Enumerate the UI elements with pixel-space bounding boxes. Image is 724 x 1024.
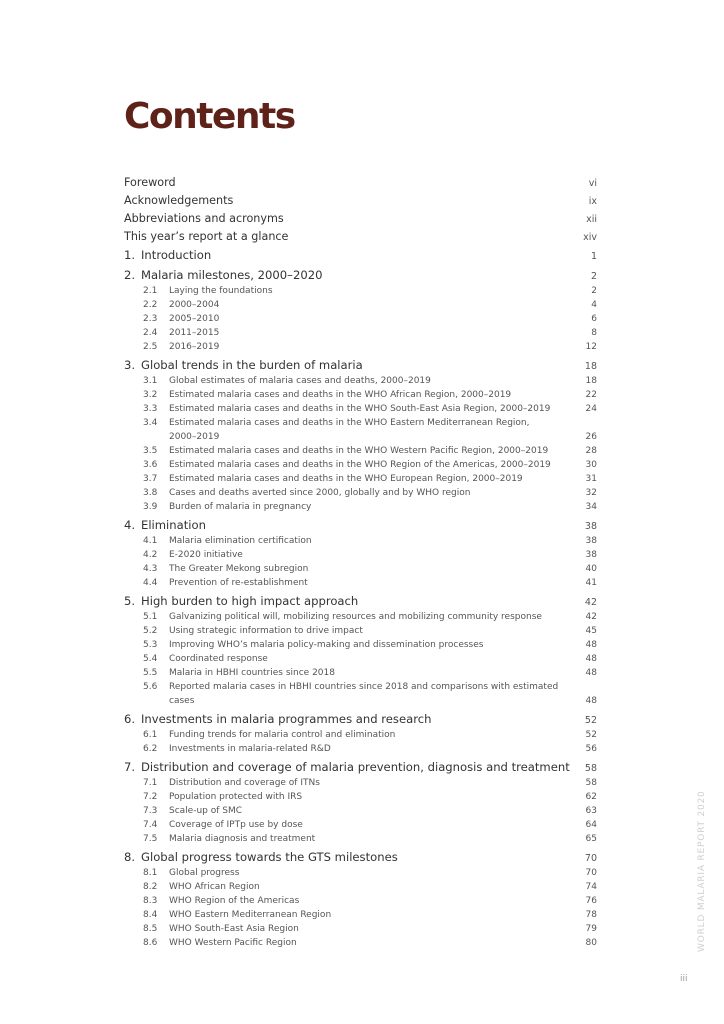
section-title: WHO Region of the Americas bbox=[169, 896, 300, 906]
toc-page-number: xii bbox=[586, 214, 597, 225]
toc-section[interactable] bbox=[124, 548, 597, 562]
toc-page-number: 26 bbox=[585, 432, 597, 442]
toc-entry-label bbox=[143, 936, 297, 950]
section-title: WHO Eastern Mediterranean Region bbox=[169, 910, 332, 920]
toc-entry-label bbox=[124, 246, 211, 264]
toc-page-number: 4 bbox=[591, 300, 597, 310]
section-title: Galvanizing political will, mobilizing resources and mobilizing community response bbox=[169, 612, 542, 622]
chapter-title: Distribution and coverage of malaria prevention, diagnosis and treatment bbox=[141, 760, 570, 774]
toc-page-number: 38 bbox=[585, 550, 597, 560]
section-title: Estimated malaria cases and deaths in the WHO Region of the Americas, 2000–2019 bbox=[169, 460, 551, 470]
toc-page-number: 42 bbox=[585, 612, 597, 622]
section-number: 3.1 bbox=[143, 376, 158, 386]
section-number: 7.3 bbox=[143, 806, 158, 816]
toc-entry-label bbox=[143, 776, 320, 790]
table-of-contents bbox=[124, 174, 597, 950]
section-number: 5.2 bbox=[143, 626, 158, 636]
toc-entry-label bbox=[143, 562, 308, 576]
toc-section[interactable] bbox=[124, 818, 597, 832]
toc-page-number: 80 bbox=[585, 938, 597, 948]
toc-entry-label bbox=[143, 790, 302, 804]
toc-page-number: 18 bbox=[584, 361, 597, 372]
toc-entry-label bbox=[143, 866, 239, 880]
toc-section[interactable] bbox=[124, 652, 597, 666]
toc-section[interactable] bbox=[124, 388, 597, 402]
toc-page-number: 28 bbox=[585, 446, 597, 456]
section-number: 2.4 bbox=[143, 328, 158, 338]
toc-entry-label bbox=[143, 326, 219, 340]
toc-entry-label bbox=[143, 576, 308, 590]
toc-entry-label bbox=[143, 416, 559, 444]
toc-section[interactable] bbox=[124, 444, 597, 458]
page-title: Contents bbox=[124, 96, 295, 137]
toc-entry-label bbox=[124, 758, 570, 776]
section-number: 2.2 bbox=[143, 300, 158, 310]
section-number: 3.8 bbox=[143, 488, 158, 498]
section-title: Cases and deaths averted since 2000, globally and by WHO region bbox=[169, 488, 471, 498]
section-number: 4.1 bbox=[143, 536, 158, 546]
toc-page-number: ix bbox=[588, 196, 597, 207]
section-title: 2011–2015 bbox=[169, 328, 220, 338]
toc-entry-label bbox=[143, 652, 268, 666]
toc-entry-title: Acknowledgements bbox=[124, 194, 234, 207]
toc-page-number: 38 bbox=[585, 536, 597, 546]
section-title: Funding trends for malaria control and elimination bbox=[169, 730, 396, 740]
toc-page-number: 30 bbox=[585, 460, 597, 470]
toc-entry-label bbox=[143, 610, 542, 624]
toc-entry-label bbox=[143, 638, 483, 652]
section-title: Malaria diagnosis and treatment bbox=[169, 834, 316, 844]
toc-entry-label bbox=[124, 592, 358, 610]
toc-page-number: 40 bbox=[585, 564, 597, 574]
toc-page-number: 31 bbox=[585, 474, 597, 484]
toc-entry-label bbox=[143, 534, 312, 548]
toc-entry-label bbox=[124, 266, 322, 284]
toc-entry-label bbox=[124, 848, 398, 866]
toc-entry-title: This year’s report at a glance bbox=[124, 230, 289, 243]
toc-front-item[interactable] bbox=[124, 192, 597, 210]
toc-entry-label bbox=[143, 298, 219, 312]
toc-section[interactable] bbox=[124, 742, 597, 756]
toc-entry-label bbox=[124, 228, 288, 246]
toc-chapter[interactable] bbox=[124, 356, 597, 374]
toc-entry-label bbox=[143, 728, 395, 742]
section-number: 4.2 bbox=[143, 550, 158, 560]
toc-page-number: 65 bbox=[585, 834, 597, 844]
section-title: Population protected with IRS bbox=[169, 792, 303, 802]
toc-page-number: 24 bbox=[585, 404, 597, 414]
section-title: Distribution and coverage of ITNs bbox=[169, 778, 320, 788]
chapter-title: Malaria milestones, 2000–2020 bbox=[141, 268, 323, 282]
chapter-title: High burden to high impact approach bbox=[141, 594, 359, 608]
toc-section[interactable] bbox=[124, 486, 597, 500]
section-title: Burden of malaria in pregnancy bbox=[169, 502, 312, 512]
section-title: Using strategic information to drive impact bbox=[169, 626, 363, 636]
section-title: 2016–2019 bbox=[169, 342, 220, 352]
toc-section[interactable] bbox=[124, 312, 597, 326]
toc-page-number: 45 bbox=[585, 626, 597, 636]
toc-entry-label bbox=[143, 922, 299, 936]
toc-page-number: 64 bbox=[585, 820, 597, 830]
toc-section[interactable] bbox=[124, 416, 597, 444]
toc-entry-label bbox=[143, 458, 551, 472]
toc-section[interactable] bbox=[124, 666, 597, 680]
section-number: 4.3 bbox=[143, 564, 158, 574]
section-title: Global progress bbox=[169, 868, 240, 878]
section-number: 5.3 bbox=[143, 640, 158, 650]
section-number: 8.6 bbox=[143, 938, 158, 948]
section-number: 6.1 bbox=[143, 730, 158, 740]
toc-entry-label bbox=[124, 174, 176, 192]
section-title: Global estimates of malaria cases and deaths, 2000–2019 bbox=[169, 376, 431, 386]
toc-section[interactable] bbox=[124, 458, 597, 472]
toc-page-number: 58 bbox=[585, 778, 597, 788]
section-title: WHO African Region bbox=[169, 882, 260, 892]
section-number: 3.9 bbox=[143, 502, 158, 512]
section-title: Coverage of IPTp use by dose bbox=[169, 820, 303, 830]
toc-entry-label bbox=[143, 832, 315, 846]
toc-entry-label bbox=[143, 804, 242, 818]
toc-page-number: xiv bbox=[583, 232, 597, 243]
toc-entry-label bbox=[143, 548, 243, 562]
chapter-title: Investments in malaria programmes and research bbox=[141, 712, 432, 726]
section-title: Estimated malaria cases and deaths in the WHO South-East Asia Region, 2000–2019 bbox=[169, 404, 551, 414]
section-title: Prevention of re-establishment bbox=[169, 578, 308, 588]
toc-section[interactable] bbox=[124, 728, 597, 742]
toc-chapter[interactable] bbox=[124, 848, 597, 866]
toc-page-number: 18 bbox=[585, 376, 597, 386]
toc-entry-label bbox=[143, 340, 219, 354]
section-number: 8.4 bbox=[143, 910, 158, 920]
toc-entry-label bbox=[143, 444, 548, 458]
page-number: iii bbox=[680, 974, 688, 984]
section-title: 2005–2010 bbox=[169, 314, 220, 324]
toc-front-item[interactable] bbox=[124, 210, 597, 228]
toc-entry-label bbox=[143, 312, 219, 326]
toc-page-number: 34 bbox=[585, 502, 597, 512]
section-title: Estimated malaria cases and deaths in the WHO African Region, 2000–2019 bbox=[169, 390, 512, 400]
toc-page-number: 22 bbox=[585, 390, 597, 400]
toc-entry-label bbox=[124, 356, 363, 374]
section-number: 8.2 bbox=[143, 882, 158, 892]
toc-section[interactable] bbox=[124, 790, 597, 804]
toc-entry-label bbox=[143, 624, 363, 638]
section-number: 6.2 bbox=[143, 744, 158, 754]
toc-entry-label bbox=[143, 402, 550, 416]
toc-section[interactable] bbox=[124, 326, 597, 340]
section-number: 3.7 bbox=[143, 474, 158, 484]
toc-page-number: 48 bbox=[585, 668, 597, 678]
toc-page-number: 2 bbox=[590, 271, 597, 282]
section-number: 5.4 bbox=[143, 654, 158, 664]
toc-entry-label bbox=[143, 666, 335, 680]
section-title: Investments in malaria-related R&D bbox=[169, 744, 331, 754]
toc-section[interactable] bbox=[124, 894, 597, 908]
toc-page-number: 48 bbox=[585, 654, 597, 664]
toc-entry-label bbox=[143, 486, 470, 500]
toc-section[interactable] bbox=[124, 922, 597, 936]
section-number: 5.1 bbox=[143, 612, 158, 622]
section-title: The Greater Mekong subregion bbox=[169, 564, 309, 574]
toc-section[interactable] bbox=[124, 562, 597, 576]
section-number: 7.5 bbox=[143, 834, 158, 844]
toc-page-number: 42 bbox=[584, 597, 597, 608]
toc-chapter[interactable] bbox=[124, 246, 597, 264]
toc-entry-label bbox=[124, 192, 233, 210]
toc-section[interactable] bbox=[124, 534, 597, 548]
section-number: 2.5 bbox=[143, 342, 158, 352]
toc-section[interactable] bbox=[124, 804, 597, 818]
section-title: Laying the foundations bbox=[169, 286, 273, 296]
toc-entry-label bbox=[124, 516, 206, 534]
toc-entry-label bbox=[143, 880, 260, 894]
toc-entry-label bbox=[143, 894, 299, 908]
toc-section[interactable] bbox=[124, 610, 597, 624]
toc-section[interactable] bbox=[124, 500, 597, 514]
toc-section[interactable] bbox=[124, 624, 597, 638]
toc-page-number: 1 bbox=[590, 251, 597, 262]
toc-section[interactable] bbox=[124, 340, 597, 354]
toc-entry-label bbox=[143, 472, 523, 486]
toc-entry-label bbox=[143, 388, 511, 402]
toc-section[interactable] bbox=[124, 936, 597, 950]
toc-page-number: 6 bbox=[591, 314, 597, 324]
toc-entry-label bbox=[124, 710, 431, 728]
section-title: Malaria in HBHI countries since 2018 bbox=[169, 668, 335, 678]
toc-page-number: 38 bbox=[584, 521, 597, 532]
section-title: Scale-up of SMC bbox=[169, 806, 243, 816]
toc-page-number: 62 bbox=[585, 792, 597, 802]
toc-page-number: 52 bbox=[585, 730, 597, 740]
section-number: 5.6 bbox=[143, 682, 158, 692]
toc-chapter[interactable] bbox=[124, 592, 597, 610]
section-number: 5.5 bbox=[143, 668, 158, 678]
toc-section[interactable] bbox=[124, 866, 597, 880]
toc-chapter[interactable] bbox=[124, 710, 597, 728]
section-title: E-2020 initiative bbox=[169, 550, 243, 560]
toc-page-number: 8 bbox=[591, 328, 597, 338]
toc-page-number: 48 bbox=[585, 640, 597, 650]
toc-page-number: 41 bbox=[585, 578, 597, 588]
section-number: 3.4 bbox=[143, 418, 158, 428]
chapter-number: 8. bbox=[124, 850, 136, 864]
toc-entry-label bbox=[143, 500, 311, 514]
chapter-title: Global progress towards the GTS milestones bbox=[141, 850, 398, 864]
section-title: Malaria elimination certification bbox=[169, 536, 312, 546]
toc-section[interactable] bbox=[124, 776, 597, 790]
toc-section[interactable] bbox=[124, 298, 597, 312]
section-title: Reported malaria cases in HBHI countries since 2018 and comparisons with estimated cases bbox=[169, 682, 559, 706]
chapter-number: 5. bbox=[124, 594, 136, 608]
toc-page-number: vi bbox=[588, 178, 597, 189]
toc-page-number: 70 bbox=[584, 853, 597, 864]
toc-entry-label bbox=[143, 374, 431, 388]
toc-entry-label bbox=[143, 742, 331, 756]
section-number: 8.3 bbox=[143, 896, 158, 906]
toc-section[interactable] bbox=[124, 472, 597, 486]
toc-page-number: 48 bbox=[585, 696, 597, 706]
section-number: 3.2 bbox=[143, 390, 158, 400]
toc-page-number: 76 bbox=[585, 896, 597, 906]
toc-entry-label bbox=[143, 818, 303, 832]
toc-entry-title: Abbreviations and acronyms bbox=[124, 212, 284, 225]
report-side-title: WORLD MALARIA REPORT 2020 bbox=[697, 790, 707, 952]
toc-entry-title: Foreword bbox=[124, 176, 176, 189]
toc-page-number: 74 bbox=[585, 882, 597, 892]
chapter-number: 1. bbox=[124, 248, 136, 262]
toc-page-number: 79 bbox=[585, 924, 597, 934]
toc-section[interactable] bbox=[124, 908, 597, 922]
chapter-number: 2. bbox=[124, 268, 136, 282]
section-title: Estimated malaria cases and deaths in the WHO European Region, 2000–2019 bbox=[169, 474, 523, 484]
section-number: 4.4 bbox=[143, 578, 158, 588]
toc-section[interactable] bbox=[124, 880, 597, 894]
toc-page-number: 32 bbox=[585, 488, 597, 498]
toc-section[interactable] bbox=[124, 374, 597, 388]
section-number: 7.4 bbox=[143, 820, 158, 830]
toc-front-item[interactable] bbox=[124, 228, 597, 246]
section-number: 2.3 bbox=[143, 314, 158, 324]
toc-page-number: 12 bbox=[585, 342, 597, 352]
section-number: 3.6 bbox=[143, 460, 158, 470]
chapter-title: Introduction bbox=[141, 248, 212, 262]
section-title: 2000–2004 bbox=[169, 300, 220, 310]
chapter-title: Global trends in the burden of malaria bbox=[141, 358, 363, 372]
toc-section[interactable] bbox=[124, 832, 597, 846]
section-title: Coordinated response bbox=[169, 654, 268, 664]
toc-page-number: 2 bbox=[591, 286, 597, 296]
section-number: 3.5 bbox=[143, 446, 158, 456]
toc-page-number: 56 bbox=[585, 744, 597, 754]
section-title: WHO South-East Asia Region bbox=[169, 924, 299, 934]
chapter-number: 4. bbox=[124, 518, 136, 532]
toc-chapter[interactable] bbox=[124, 758, 597, 776]
chapter-number: 7. bbox=[124, 760, 136, 774]
toc-chapter[interactable] bbox=[124, 516, 597, 534]
toc-entry-label bbox=[124, 210, 284, 228]
toc-entry-label bbox=[143, 908, 331, 922]
chapter-title: Elimination bbox=[141, 518, 206, 532]
toc-page-number: 58 bbox=[584, 763, 597, 774]
section-number: 7.2 bbox=[143, 792, 158, 802]
chapter-number: 3. bbox=[124, 358, 136, 372]
section-title: WHO Western Pacific Region bbox=[169, 938, 297, 948]
toc-section[interactable] bbox=[124, 680, 597, 708]
chapter-number: 6. bbox=[124, 712, 136, 726]
toc-page-number: 63 bbox=[585, 806, 597, 816]
section-number: 8.1 bbox=[143, 868, 158, 878]
section-number: 2.1 bbox=[143, 286, 158, 296]
toc-section[interactable] bbox=[124, 576, 597, 590]
section-title: Improving WHO’s malaria policy-making and dissemination processes bbox=[169, 640, 484, 650]
section-number: 7.1 bbox=[143, 778, 158, 788]
toc-front-item[interactable] bbox=[124, 174, 597, 192]
toc-chapter[interactable] bbox=[124, 266, 597, 284]
toc-entry-label bbox=[143, 680, 559, 708]
section-number: 8.5 bbox=[143, 924, 158, 934]
section-number: 3.3 bbox=[143, 404, 158, 414]
section-title: Estimated malaria cases and deaths in the WHO Eastern Mediterranean Region, 2000–2019 bbox=[169, 418, 530, 442]
toc-page-number: 78 bbox=[585, 910, 597, 920]
toc-section[interactable] bbox=[124, 638, 597, 652]
section-title: Estimated malaria cases and deaths in the WHO Western Pacific Region, 2000–2019 bbox=[169, 446, 549, 456]
toc-page-number: 52 bbox=[584, 715, 597, 726]
toc-section[interactable] bbox=[124, 284, 597, 298]
toc-entry-label bbox=[143, 284, 273, 298]
toc-section[interactable] bbox=[124, 402, 597, 416]
toc-page-number: 70 bbox=[585, 868, 597, 878]
